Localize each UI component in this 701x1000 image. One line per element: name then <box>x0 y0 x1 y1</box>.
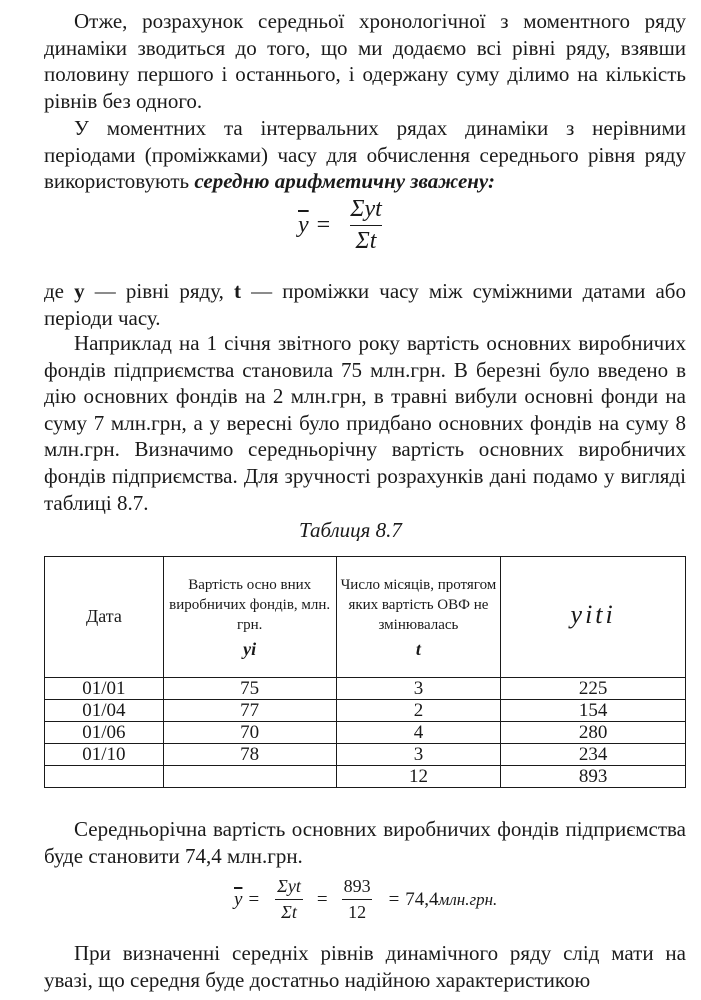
cell-months: 3 <box>336 678 501 700</box>
formula-denominator: Σt <box>350 225 383 255</box>
paragraph-text: — проміжки часу між суміжними датами або періоди часу. <box>44 279 686 330</box>
formula-denominator: Σt <box>275 899 303 923</box>
paragraph-closing <box>44 940 686 993</box>
header-product: yiti <box>501 557 686 678</box>
formula-equals: = <box>316 212 331 238</box>
cell-value: 70 <box>163 722 336 744</box>
cell-total-value <box>163 766 336 788</box>
cell-date: 01/10 <box>45 744 164 766</box>
cell-total-months: 12 <box>336 766 501 788</box>
table-caption: Таблиця 8.7 <box>299 518 402 542</box>
table-total-row <box>45 766 686 788</box>
formula-result-value: 74,4 <box>405 888 439 910</box>
header-months: Число місяців, протягом яких вартість ОВФ не змінювалась t <box>336 557 501 678</box>
formula-lhs: $\overline{y}$ <box>298 212 309 238</box>
cell-total-date <box>45 766 164 788</box>
weighted-mean-formula <box>298 196 394 255</box>
cell-months: 2 <box>336 700 501 722</box>
paragraph-text: Середньорічна вартість основних виробничих фондів підприємства буде становити 74,4 млн.грн. <box>44 817 686 868</box>
paragraph-weighted-mean-intro <box>44 115 686 195</box>
emphasized-term: середню арифметичну зважену: <box>194 169 495 194</box>
cell-value: 75 <box>163 678 336 700</box>
header-value: Вартість осно вних виробничих фондів, млн. грн. yi <box>163 557 336 678</box>
formula-equals: = <box>248 888 260 910</box>
cell-date: 01/06 <box>45 722 164 744</box>
formula-numerator: Σyt <box>350 196 382 222</box>
formula-fraction <box>344 196 388 255</box>
cell-value: 78 <box>163 744 336 766</box>
paragraph-example <box>44 330 686 516</box>
formula-fraction-sum <box>271 876 307 923</box>
formula-equals: = <box>316 888 328 910</box>
paragraph-notation <box>44 278 686 331</box>
formula-denominator: 12 <box>342 899 372 923</box>
table-header-row <box>45 557 686 678</box>
formula-equals: = <box>388 888 400 910</box>
paragraph-chronological-mean <box>44 8 686 114</box>
formula-numerator: Σyt <box>277 876 301 896</box>
fixed-assets-table <box>44 556 686 788</box>
cell-months: 4 <box>336 722 501 744</box>
cell-months: 3 <box>336 744 501 766</box>
formula-lhs: $\overline{y}$ <box>234 888 243 910</box>
cell-product: 234 <box>501 744 686 766</box>
formula-result-unit: млн.грн. <box>438 889 498 909</box>
paragraph-text: Наприклад на 1 січня звітного року вартість основних виробничих фондів підприємства становила 75 млн.грн. В березні було введено в дію основних фондів на 2 млн.грн, в травні вибули основні фонди на суму 7 млн.грн, а у вересні було придбано основних фондів на суму 8 млн.грн. Визначимо середньорічну вартість основних виробничих фондів підприємства. Для зручності розрахунків дані подамо у вигляді таблиці 8.7. <box>44 331 686 515</box>
table-row <box>45 722 686 744</box>
header-months-symbol: t <box>415 639 421 659</box>
paragraph-text: У моментних та інтервальних рядах динаміки з нерівними періодами (проміжками) часу для обчислення середнього рівня ряду використовують <box>44 116 686 194</box>
cell-product: 225 <box>501 678 686 700</box>
header-value-symbol: yi <box>243 639 257 659</box>
cell-product: 154 <box>501 700 686 722</box>
cell-total-product: 893 <box>501 766 686 788</box>
table-row <box>45 700 686 722</box>
cell-product: 280 <box>501 722 686 744</box>
paragraph-text: Отже, розрахунок середньої хронологічної з моментного ряду динаміки зводиться до того, що ми додаємо всі рівні ряду, взявши половину першого і останнього, і одержану суму ділимо на кількість рівнів без одного. <box>44 9 686 113</box>
paragraph-text: де <box>44 279 75 303</box>
table-row <box>45 744 686 766</box>
paragraph-text: При визначенні середніх рівнів динамічного ряду слід мати на увазі, що середня буде достатньо надійною характеристикою <box>44 941 686 992</box>
result-formula <box>234 876 497 923</box>
table-row <box>45 678 686 700</box>
cell-value: 77 <box>163 700 336 722</box>
paragraph-text: — рівні ряду, <box>84 279 234 303</box>
symbol-y: y <box>74 279 85 303</box>
paragraph-result <box>44 816 686 869</box>
header-date: Дата <box>45 557 164 678</box>
symbol-t: t <box>233 279 241 303</box>
cell-date: 01/01 <box>45 678 164 700</box>
formula-fraction-values <box>338 876 377 923</box>
cell-date: 01/04 <box>45 700 164 722</box>
formula-numerator: 893 <box>343 876 371 896</box>
